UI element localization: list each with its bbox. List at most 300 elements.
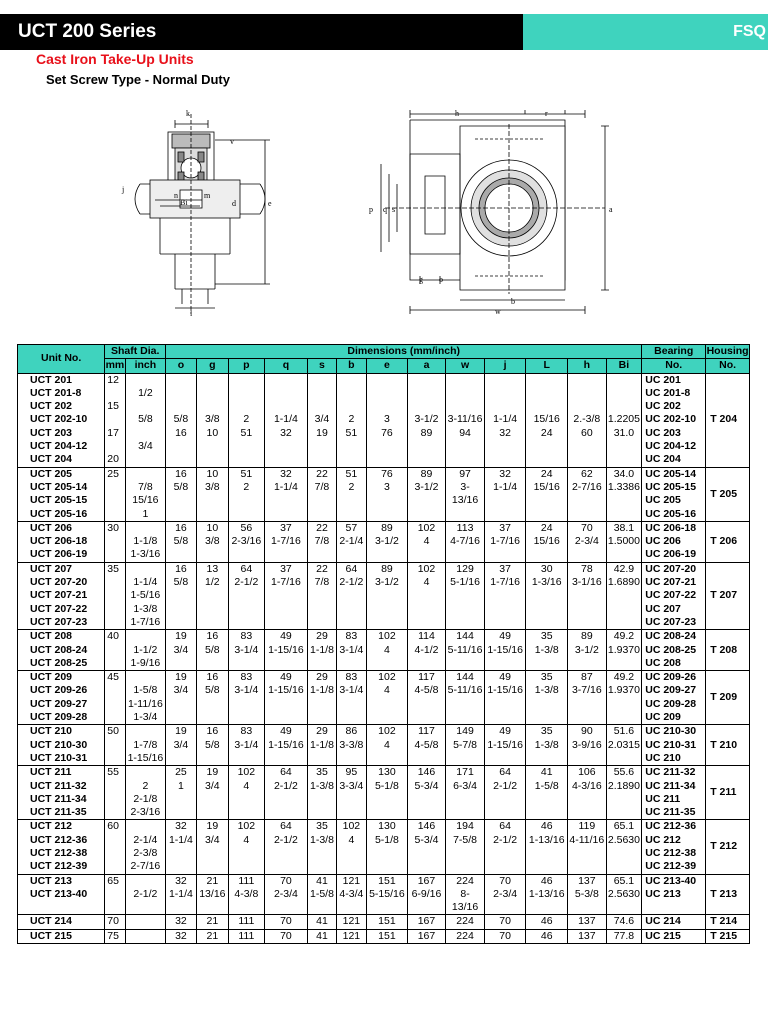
dimension-cell: 46 1-13/16 bbox=[526, 820, 568, 874]
unit-no: UCT 210-31 bbox=[30, 751, 88, 764]
dimension-cell: 41 bbox=[308, 929, 336, 943]
dimension-cell: 65.1 2.5630 bbox=[606, 820, 642, 874]
table-row bbox=[18, 562, 750, 629]
dimension-cell: 16 5/8 bbox=[166, 467, 196, 521]
dimension-cell: 35 1-3/8 bbox=[308, 820, 336, 874]
unit-no-cell bbox=[18, 562, 105, 629]
dimension-cell: 16 5/8 bbox=[166, 562, 196, 629]
dimension-cell: 16 5/8 bbox=[196, 630, 228, 671]
col-mm: mm bbox=[105, 359, 125, 372]
shaft-inch-cell: 7/8 15/16 1 bbox=[125, 467, 166, 521]
label-w: w bbox=[495, 307, 501, 316]
dimension-cell: 34.0 1.3386 bbox=[606, 467, 642, 521]
unit-no: UCT 207-22 bbox=[30, 602, 88, 615]
dimension-cell: 32 bbox=[166, 915, 196, 929]
unit-no-cell bbox=[18, 915, 105, 929]
dimension-cell: 35 1-3/8 bbox=[308, 766, 336, 820]
dimension-cell: 19 3/4 bbox=[166, 630, 196, 671]
housing-no-cell: T 215 bbox=[706, 929, 750, 943]
col-dim-3: q bbox=[264, 359, 308, 373]
dimension-cell: 35 1-3/8 bbox=[526, 630, 568, 671]
housing-no-cell: T 208 bbox=[706, 630, 750, 671]
unit-no: UCT 210-30 bbox=[30, 738, 88, 751]
bearing-no-cell: UC 201 UC 201-8 UC 202 UC 202-10 UC 203 UC 204-12 UC 204 bbox=[642, 373, 706, 467]
bearing-no-cell: UC 206-18 UC 206 UC 206-19 bbox=[642, 521, 706, 562]
dimension-cell: 83 3-1/4 bbox=[336, 671, 366, 725]
dimension-cell: 32 1-1/4 bbox=[484, 467, 526, 521]
label-s: s bbox=[392, 205, 396, 214]
col-dim-10: L bbox=[526, 359, 568, 373]
unit-no: UCT 208-25 bbox=[30, 656, 88, 669]
dimension-cell: 167 bbox=[407, 929, 446, 943]
unit-no: UCT 203 bbox=[30, 426, 73, 439]
unit-no: UCT 205 bbox=[30, 467, 73, 480]
dimension-cell: 102 4 bbox=[229, 820, 265, 874]
dimension-cell: 24 15/16 bbox=[526, 521, 568, 562]
unit-no: UCT 212-36 bbox=[30, 833, 88, 846]
dimension-cell: 224 bbox=[446, 929, 485, 943]
dimension-cell: 171 6-3/4 bbox=[446, 766, 485, 820]
shaft-inch-cell bbox=[125, 929, 166, 943]
shaft-inch-cell: 1-1/8 1-3/16 bbox=[125, 521, 166, 562]
label-h: h bbox=[455, 109, 459, 118]
side-view-drawing bbox=[120, 104, 280, 320]
unit-no: UCT 211 bbox=[30, 766, 72, 779]
table-row bbox=[18, 630, 750, 671]
unit-no: UCT 204 bbox=[30, 453, 73, 466]
dimension-cell: 83 3-1/4 bbox=[229, 671, 265, 725]
dimension-cell: 35 1-3/8 bbox=[526, 725, 568, 766]
label-g: g bbox=[419, 275, 423, 284]
bearing-no-cell: UC 207-20 UC 207-21 UC 207-22 UC 207 UC 207-23 bbox=[642, 562, 706, 629]
dimension-cell: 42.9 1.6890 bbox=[606, 562, 642, 629]
dimension-cell: 70 2-3/4 bbox=[568, 521, 607, 562]
col-dim-2: p bbox=[229, 359, 265, 373]
dimension-cell: 106 4-3/16 bbox=[568, 766, 607, 820]
dimension-cell: 137 bbox=[568, 929, 607, 943]
unit-no: UCT 207 bbox=[30, 562, 73, 575]
dimension-cell: 117 4-5/8 bbox=[407, 671, 446, 725]
dimension-cell: 30 1-3/16 bbox=[526, 562, 568, 629]
unit-no: UCT 214 bbox=[30, 915, 73, 928]
dimension-cell: 62 2-7/16 bbox=[568, 467, 607, 521]
bearing-no-cell: UC 212-36 UC 212 UC 212-38 UC 212-39 bbox=[642, 820, 706, 874]
table-row bbox=[18, 521, 750, 562]
unit-no: UCT 207-21 bbox=[30, 589, 88, 602]
dimension-cell: 2 51 bbox=[336, 373, 366, 467]
shaft-inch-cell: 1-1/4 1-5/16 1-3/8 1-7/16 bbox=[125, 562, 166, 629]
dimension-cell: 49 1-15/16 bbox=[484, 630, 526, 671]
dimension-cell: 16 5/8 bbox=[166, 521, 196, 562]
table-row bbox=[18, 467, 750, 521]
dimension-cell: 49 1-15/16 bbox=[264, 671, 308, 725]
dimension-cell: 64 2-1/2 bbox=[229, 562, 265, 629]
label-bi: Bi bbox=[180, 198, 188, 207]
dimension-cell: 70 bbox=[264, 929, 308, 943]
dimension-cell: 64 2-1/2 bbox=[484, 766, 526, 820]
bearing-no-cell: UC 213-40 UC 213 bbox=[642, 874, 706, 915]
bearing-no-cell: UC 211-32 UC 211-34 UC 211 UC 211-35 bbox=[642, 766, 706, 820]
col-dim-4: s bbox=[308, 359, 336, 373]
col-bearing: Bearing bbox=[642, 345, 706, 359]
unit-no: UCT 202 bbox=[30, 400, 73, 413]
label-l: l bbox=[190, 309, 193, 318]
dimension-cell: 49.2 1.9370 bbox=[606, 630, 642, 671]
dimension-cell: 32 1-1/4 bbox=[166, 820, 196, 874]
dimension-cell: 32 bbox=[166, 929, 196, 943]
dimension-cell: 64 2-1/2 bbox=[264, 766, 308, 820]
label-j: j bbox=[122, 185, 125, 194]
unit-no: UCT 205-16 bbox=[30, 507, 88, 520]
dimension-cell: 64 2-1/2 bbox=[484, 820, 526, 874]
unit-no-cell bbox=[18, 671, 105, 725]
brand-label: FSQ bbox=[523, 14, 768, 50]
unit-no-cell bbox=[18, 725, 105, 766]
shaft-inch-cell: 1/2 5/8 3/4 bbox=[125, 373, 166, 467]
dimension-cell: 22 7/8 bbox=[308, 521, 336, 562]
header-bar bbox=[0, 14, 768, 50]
shaft-mm-cell: 50 bbox=[105, 725, 125, 766]
unit-no: UCT 205-14 bbox=[30, 480, 88, 493]
dimension-cell: 19 3/4 bbox=[166, 671, 196, 725]
dimension-cell: 90 3-9/16 bbox=[568, 725, 607, 766]
dimension-cell: 1.2205 31.0 bbox=[606, 373, 642, 467]
dimension-cell: 83 3-1/4 bbox=[336, 630, 366, 671]
unit-no-cell bbox=[18, 766, 105, 820]
dimension-cell: 102 4 bbox=[336, 820, 366, 874]
dimension-cell: 32 1-1/4 bbox=[264, 467, 308, 521]
dimension-cell: 46 bbox=[526, 915, 568, 929]
unit-no: UCT 205-15 bbox=[30, 494, 88, 507]
dimension-cell: 49 1-15/16 bbox=[264, 630, 308, 671]
housing-no-cell: T 207 bbox=[706, 562, 750, 629]
dimension-cell: 32 1-1/4 bbox=[166, 874, 196, 915]
unit-no: UCT 201-8 bbox=[30, 386, 82, 399]
shaft-inch-cell bbox=[125, 915, 166, 929]
dimension-cell: 89 3-1/2 bbox=[407, 467, 446, 521]
dimension-cell: 2.-3/8 60 bbox=[568, 373, 607, 467]
housing-no-cell: T 210 bbox=[706, 725, 750, 766]
label-e: e bbox=[268, 199, 272, 208]
unit-no: UCT 210 bbox=[30, 725, 73, 738]
dimension-cell: 16 5/8 bbox=[196, 671, 228, 725]
dimension-cell: 74.6 bbox=[606, 915, 642, 929]
housing-no-cell: T 209 bbox=[706, 671, 750, 725]
dimension-cell: 10 3/8 bbox=[196, 467, 228, 521]
dimension-cell: 137 5-3/8 bbox=[568, 874, 607, 915]
page-title: UCT 200 Series bbox=[0, 14, 523, 50]
table-row bbox=[18, 820, 750, 874]
shaft-inch-cell: 2-1/2 bbox=[125, 874, 166, 915]
shaft-mm-cell: 12 15 17 20 bbox=[105, 373, 125, 467]
dimension-cell: 119 4-11/16 bbox=[568, 820, 607, 874]
dimension-cell: 151 bbox=[367, 915, 408, 929]
table-row bbox=[18, 766, 750, 820]
dimension-cell: 97 3-13/16 bbox=[446, 467, 485, 521]
table-row bbox=[18, 373, 750, 467]
col-dim-5: b bbox=[336, 359, 366, 373]
dimension-cell: 3 76 bbox=[367, 373, 408, 467]
unit-no: UCT 211-35 bbox=[30, 806, 87, 819]
dimension-cell: 37 1-7/16 bbox=[264, 562, 308, 629]
dimension-cell: 15/16 24 bbox=[526, 373, 568, 467]
table-row bbox=[18, 915, 750, 929]
col-dim-7: a bbox=[407, 359, 446, 373]
dimension-cell: 41 1-5/8 bbox=[308, 874, 336, 915]
dimension-cell: 3-11/16 94 bbox=[446, 373, 485, 467]
col-housing-no: No. bbox=[706, 359, 750, 373]
label-v: v bbox=[230, 137, 234, 146]
dimension-cell: 29 1-1/8 bbox=[308, 671, 336, 725]
dimension-cell: 89 3-1/2 bbox=[367, 521, 408, 562]
dimension-cell: 3/8 10 bbox=[196, 373, 228, 467]
dimension-cell: 224 8-13/16 bbox=[446, 874, 485, 915]
unit-no: UCT 209-27 bbox=[30, 697, 88, 710]
shaft-inch-cell: 1-7/8 1-15/16 bbox=[125, 725, 166, 766]
label-m: m bbox=[204, 191, 211, 200]
dimension-cell: 117 4-5/8 bbox=[407, 725, 446, 766]
bearing-no-cell: UC 215 bbox=[642, 929, 706, 943]
dimension-cell: 70 bbox=[484, 929, 526, 943]
unit-no: UCT 202-10 bbox=[30, 413, 88, 426]
dimension-cell: 19 3/4 bbox=[196, 766, 228, 820]
shaft-inch-cell: 2 2-1/8 2-3/16 bbox=[125, 766, 166, 820]
unit-no: UCT 207-23 bbox=[30, 615, 88, 628]
dimension-cell: 121 bbox=[336, 929, 366, 943]
label-b: b bbox=[511, 297, 515, 306]
housing-no-cell: T 211 bbox=[706, 766, 750, 820]
unit-no: UCT 215 bbox=[30, 929, 73, 942]
dimension-cell: 49 1-15/16 bbox=[264, 725, 308, 766]
dimension-cell: 146 5-3/4 bbox=[407, 820, 446, 874]
front-view-drawing bbox=[365, 104, 625, 322]
table-row bbox=[18, 671, 750, 725]
dimension-cell: 102 4 bbox=[407, 562, 446, 629]
dimension-cell: 83 3-1/4 bbox=[229, 630, 265, 671]
unit-no: UCT 204-12 bbox=[30, 440, 88, 453]
bearing-no-cell: UC 209-26 UC 209-27 UC 209-28 UC 209 bbox=[642, 671, 706, 725]
housing-no-cell: T 204 bbox=[706, 373, 750, 467]
unit-no-cell bbox=[18, 373, 105, 467]
unit-no: UCT 209 bbox=[30, 671, 73, 684]
dimension-cell: 167 6-9/16 bbox=[407, 874, 446, 915]
dimension-cell: 1-1/4 32 bbox=[484, 373, 526, 467]
product-type: Set Screw Type - Normal Duty bbox=[46, 72, 230, 87]
unit-no: UCT 213-40 bbox=[30, 887, 88, 900]
dimension-cell: 35 1-3/8 bbox=[526, 671, 568, 725]
dimension-cell: 129 5-1/16 bbox=[446, 562, 485, 629]
dimension-cell: 21 bbox=[196, 929, 228, 943]
shaft-mm-cell: 60 bbox=[105, 820, 125, 874]
unit-no: UCT 206 bbox=[30, 521, 73, 534]
dimension-cell: 89 3-1/2 bbox=[367, 562, 408, 629]
dimension-cell: 25 1 bbox=[166, 766, 196, 820]
col-unit-no: Unit No. bbox=[18, 345, 105, 374]
label-a: a bbox=[609, 205, 613, 214]
dimension-cell: 151 bbox=[367, 929, 408, 943]
bearing-no-cell: UC 210-30 UC 210-31 UC 210 bbox=[642, 725, 706, 766]
dimension-cell: 38.1 1.5000 bbox=[606, 521, 642, 562]
unit-no: UCT 209-28 bbox=[30, 711, 88, 724]
col-dim-12: Bi bbox=[606, 359, 642, 373]
col-shaft-dia: Shaft Dia. bbox=[105, 345, 166, 359]
unit-no-cell bbox=[18, 929, 105, 943]
dimension-cell: 224 bbox=[446, 915, 485, 929]
dimension-cell: 130 5-1/8 bbox=[367, 766, 408, 820]
dimension-cell: 151 5-15/16 bbox=[367, 874, 408, 915]
dimension-cell: 70 bbox=[484, 915, 526, 929]
dimension-cell: 130 5-1/8 bbox=[367, 820, 408, 874]
unit-no-cell bbox=[18, 467, 105, 521]
dimension-cell: 194 7-5/8 bbox=[446, 820, 485, 874]
housing-no-cell: T 214 bbox=[706, 915, 750, 929]
dimension-cell: 41 bbox=[308, 915, 336, 929]
unit-no: UCT 208-24 bbox=[30, 643, 88, 656]
dimension-cell: 144 5-11/16 bbox=[446, 630, 485, 671]
dimension-cell: 10 3/8 bbox=[196, 521, 228, 562]
col-inch: inch bbox=[125, 359, 166, 373]
dimension-cell: 46 1-13/16 bbox=[526, 874, 568, 915]
dimension-cell: 70 2-3/4 bbox=[484, 874, 526, 915]
dimension-cell: 64 2-1/2 bbox=[264, 820, 308, 874]
shaft-inch-cell: 1-5/8 1-11/16 1-3/4 bbox=[125, 671, 166, 725]
dimension-cell: 49 1-15/16 bbox=[484, 671, 526, 725]
dimension-cell: 77.8 bbox=[606, 929, 642, 943]
dimension-cell: 21 bbox=[196, 915, 228, 929]
dimension-cell: 51 2 bbox=[336, 467, 366, 521]
unit-no: UCT 213 bbox=[30, 874, 73, 887]
unit-no: UCT 208 bbox=[30, 630, 73, 643]
dimension-cell: 146 5-3/4 bbox=[407, 766, 446, 820]
dimension-cell: 113 4-7/16 bbox=[446, 521, 485, 562]
dimension-cell: 167 bbox=[407, 915, 446, 929]
dimension-cell: 149 5-7/8 bbox=[446, 725, 485, 766]
dimension-cell: 1-1/4 32 bbox=[264, 373, 308, 467]
unit-no: UCT 212-38 bbox=[30, 846, 88, 859]
dimension-cell: 19 3/4 bbox=[166, 725, 196, 766]
dimension-cell: 21 13/16 bbox=[196, 874, 228, 915]
unit-no: UCT 207-20 bbox=[30, 576, 88, 589]
dimension-cell: 144 5-11/16 bbox=[446, 671, 485, 725]
shaft-inch-cell: 2-1/4 2-3/8 2-7/16 bbox=[125, 820, 166, 874]
shaft-mm-cell: 45 bbox=[105, 671, 125, 725]
dimension-cell: 102 4 bbox=[367, 725, 408, 766]
dimension-cell: 22 7/8 bbox=[308, 467, 336, 521]
col-dim-0: o bbox=[166, 359, 196, 373]
dimension-cell: 89 3-1/2 bbox=[568, 630, 607, 671]
label-n: n bbox=[174, 191, 178, 200]
dimension-cell: 37 1-7/16 bbox=[484, 521, 526, 562]
dimension-cell: 13 1/2 bbox=[196, 562, 228, 629]
col-dim-11: h bbox=[568, 359, 607, 373]
label-k: k bbox=[186, 109, 190, 118]
product-subtitle: Cast Iron Take-Up Units bbox=[36, 51, 194, 67]
dimension-cell: 78 3-1/16 bbox=[568, 562, 607, 629]
housing-no-cell: T 213 bbox=[706, 874, 750, 915]
col-dim-1: g bbox=[196, 359, 228, 373]
shaft-mm-cell: 55 bbox=[105, 766, 125, 820]
col-dim-9: j bbox=[484, 359, 526, 373]
col-bearing-no: No. bbox=[642, 359, 706, 373]
shaft-mm-cell: 65 bbox=[105, 874, 125, 915]
dimension-cell: 55.6 2.1890 bbox=[606, 766, 642, 820]
dimension-cell: 111 4-3/8 bbox=[229, 874, 265, 915]
unit-no: UCT 212 bbox=[30, 820, 73, 833]
dimension-cell: 95 3-3/4 bbox=[336, 766, 366, 820]
dimension-cell: 86 3-3/8 bbox=[336, 725, 366, 766]
dimension-cell: 114 4-1/2 bbox=[407, 630, 446, 671]
label-d: d bbox=[232, 199, 236, 208]
bearing-no-cell: UC 214 bbox=[642, 915, 706, 929]
shaft-mm-cell: 75 bbox=[105, 929, 125, 943]
dimension-cell: 111 bbox=[229, 929, 265, 943]
dimension-cell: 87 3-7/16 bbox=[568, 671, 607, 725]
unit-no: UCT 211-32 bbox=[30, 779, 87, 792]
col-housing: Housing bbox=[706, 345, 749, 357]
dimension-cell: 16 5/8 bbox=[196, 725, 228, 766]
shaft-mm-cell: 35 bbox=[105, 562, 125, 629]
dimension-cell: 41 1-5/8 bbox=[526, 766, 568, 820]
dimension-cell: 37 1-7/16 bbox=[264, 521, 308, 562]
unit-no-cell bbox=[18, 820, 105, 874]
label-p: p bbox=[369, 205, 373, 214]
shaft-mm-cell: 25 bbox=[105, 467, 125, 521]
bearing-no-cell: UC 205-14 UC 205-15 UC 205 UC 205-16 bbox=[642, 467, 706, 521]
dimension-cell: 2 51 bbox=[229, 373, 265, 467]
dimension-cell: 111 bbox=[229, 915, 265, 929]
shaft-mm-cell: 70 bbox=[105, 915, 125, 929]
dimension-cell: 121 4-3/4 bbox=[336, 874, 366, 915]
dimension-cell: 102 4 bbox=[407, 521, 446, 562]
dimension-cell: 3/4 19 bbox=[308, 373, 336, 467]
dimension-cell: 22 7/8 bbox=[308, 562, 336, 629]
unit-no: UCT 209-26 bbox=[30, 684, 88, 697]
dimension-cell: 65.1 2.5630 bbox=[606, 874, 642, 915]
unit-no-cell bbox=[18, 521, 105, 562]
dimension-cell: 102 4 bbox=[367, 630, 408, 671]
housing-no-cell: T 205 bbox=[706, 467, 750, 521]
unit-no: UCT 206-19 bbox=[30, 548, 88, 561]
dimension-cell: 70 bbox=[264, 915, 308, 929]
dimension-cell: 51 2 bbox=[229, 467, 265, 521]
bearing-no-cell: UC 208-24 UC 208-25 UC 208 bbox=[642, 630, 706, 671]
dimensions-table bbox=[17, 344, 750, 944]
housing-no-cell: T 206 bbox=[706, 521, 750, 562]
shaft-mm-cell: 30 bbox=[105, 521, 125, 562]
col-dimensions: Dimensions (mm/inch) bbox=[166, 345, 642, 359]
dimension-cell: 121 bbox=[336, 915, 366, 929]
label-q: q bbox=[383, 205, 387, 214]
dimension-cell: 49.2 1.9370 bbox=[606, 671, 642, 725]
dimension-cell: 24 15/16 bbox=[526, 467, 568, 521]
dimension-cell: 83 3-1/4 bbox=[229, 725, 265, 766]
dimension-cell: 137 bbox=[568, 915, 607, 929]
shaft-mm-cell: 40 bbox=[105, 630, 125, 671]
dimension-cell: 37 1-7/16 bbox=[484, 562, 526, 629]
table-row bbox=[18, 725, 750, 766]
dimension-cell: 102 4 bbox=[229, 766, 265, 820]
table-row bbox=[18, 929, 750, 943]
dimension-cell: 46 bbox=[526, 929, 568, 943]
dimension-cell: 3-1/2 89 bbox=[407, 373, 446, 467]
dimension-cell: 29 1-1/8 bbox=[308, 725, 336, 766]
dimension-cell: 57 2-1/4 bbox=[336, 521, 366, 562]
dimension-cell: 56 2-3/16 bbox=[229, 521, 265, 562]
unit-no: UCT 206-18 bbox=[30, 535, 88, 548]
dimension-cell: 51.6 2.0315 bbox=[606, 725, 642, 766]
dimension-cell: 64 2-1/2 bbox=[336, 562, 366, 629]
col-dim-6: e bbox=[367, 359, 408, 373]
